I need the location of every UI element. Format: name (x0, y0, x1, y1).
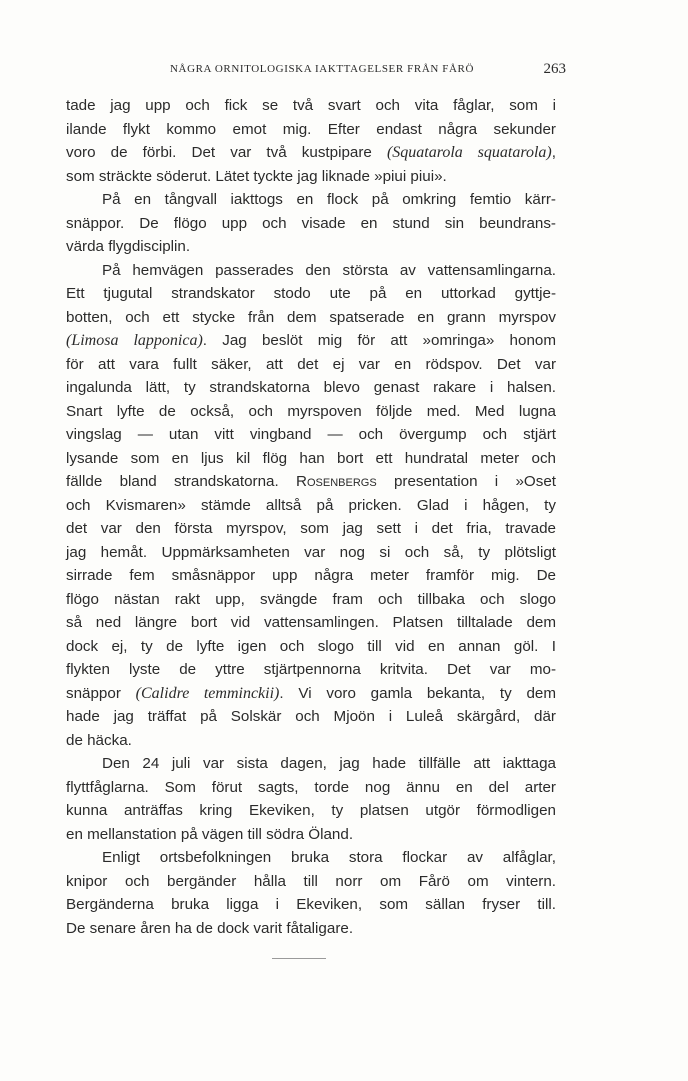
text-line: flykten lyste de yttre stjärtpennorna kritvita. Det var mo- (66, 661, 556, 678)
text-line: På hemvägen passerades den största av vattensamlingarna. (102, 261, 556, 279)
text-line: tade jag upp och fick se två svart och vita fåglar, som i (66, 97, 556, 114)
paragraph (66, 846, 556, 940)
text-line: jag hemåt. Uppmärksamheten var nog si och så, ty plötsligt (66, 543, 556, 561)
text-line: På en tångvall iakttogs en flock på omkring femtio kärr- (102, 191, 556, 208)
text-line: så ned längre bort vid vattensamlingen. Platsen tilltalade dem (66, 614, 556, 631)
text-line: ilande flykt kommo emot mig. Efter endast några sekunder (66, 120, 556, 138)
text-line: Enligt ortsbefolkningen bruka stora flockar av alfåglar, (102, 849, 556, 866)
text-line: fällde bland strandskatorna. Rosenbergs presentation i »Oset (66, 473, 556, 490)
text-line: snäppor (Calidre temminckii). Vi voro gamla bekanta, ty dem (66, 684, 556, 702)
text-line: som sträckte söderut. Lätet tyckte jag liknade »piui piui». (66, 167, 447, 185)
running-head: NÅGRA ORNITOLOGISKA IAKTTAGELSER FRÅN FÅRÖ (169, 63, 475, 75)
text-line: lysande som en ljus kil flög han bort ett hundratal meter och (66, 449, 556, 467)
text-line: Bergänderna bruka ligga i Ekeviken, som sällan fryser till. (66, 896, 556, 913)
text-line: De senare åren ha de dock varit fåtaligare. (66, 919, 354, 937)
page-number: 263 (543, 61, 566, 77)
text-line: för att vara fullt säker, att det ej var en rödspov. Det var (66, 355, 556, 373)
paragraph (66, 259, 556, 753)
paragraph (66, 752, 556, 846)
text-line: flögo nästan rakt upp, svängde fram och tillbaka och slogo (66, 590, 556, 608)
paragraph (66, 94, 556, 188)
text-line: Ett tjugutal strandskator stodo ute på en uttorkad gyttje- (66, 285, 556, 302)
text-line: kunna anträffas kring Ekeviken, ty platsen utgör förmodligen (66, 802, 556, 819)
text-line: värda flygdisciplin. (66, 238, 191, 255)
text-line: botten, och ett stycke från dem spatserade en grann myrspov (66, 308, 556, 326)
text-line: en mellanstation på vägen till södra Öland. (66, 825, 354, 843)
text-line: voro de förbi. Det var två kustpipare (Squatarola squatarola), (66, 144, 556, 161)
text-line: de häcka. (66, 731, 132, 749)
text-line: ingalunda lätt, ty strandskatorna blevo genast rakare i halsen. (66, 379, 556, 396)
text-line: snäppor. De flögo upp och visade en stund sin beundrans- (66, 214, 556, 232)
text-line: sirrade fem småsnäppor upp några meter framför mig. De (66, 567, 556, 584)
text-line: vingslag — utan vitt vingband — och övergump och stjärt (66, 426, 556, 443)
text-line: och Kvismaren» stämde alltså på pricken. Glad i hågen, ty (66, 496, 556, 514)
text-line: dock ej, ty de lyfte igen och slogo till vid en annan göl. I (66, 637, 556, 655)
text-line: (Limosa lapponica). Jag beslöt mig för att »omringa» honom (66, 332, 556, 349)
text-line: det var den första myrspov, som jag sett i det fria, travade (66, 520, 556, 537)
paragraph (66, 188, 556, 259)
text-line: flyttfåglarna. Som förut sagts, torde nog ännu en del arter (66, 778, 556, 796)
text-line: knipor och bergänder hålla till norr om Fårö om vintern. (66, 872, 556, 890)
text-line: Snart lyfte de också, och myrspoven följde med. Med lugna (66, 402, 556, 420)
text-line: Den 24 juli var sista dagen, jag hade tillfälle att iakttaga (102, 755, 556, 772)
end-rule (272, 958, 326, 959)
text-line: hade jag träffat på Solskär och Mjoön i Luleå skärgård, där (66, 708, 556, 725)
body-text (66, 94, 556, 940)
